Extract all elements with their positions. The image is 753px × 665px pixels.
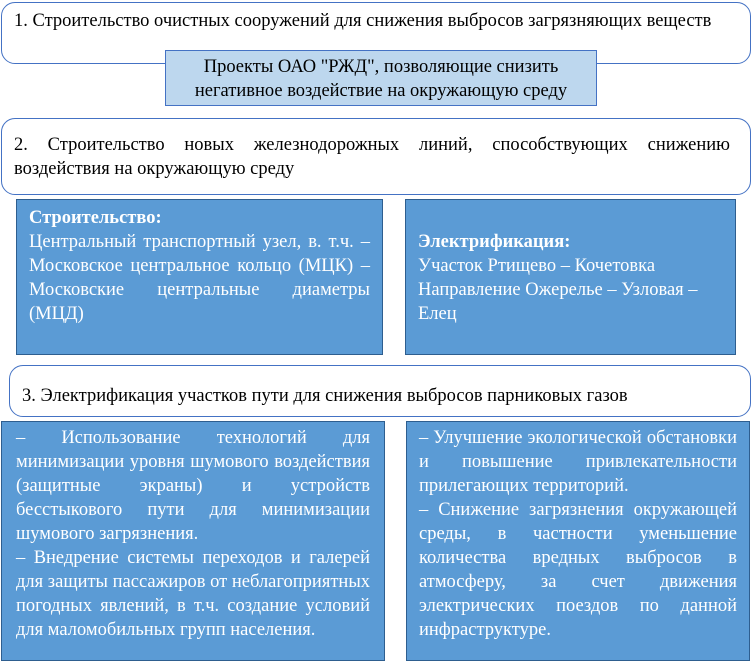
title-line-1: Проекты ОАО "РЖД", позволяющие снизить <box>203 57 559 77</box>
environment-para-1: – Улучшение экологической обстановки и повышение привлекательности прилегающих территорий. <box>419 428 737 496</box>
noise-reduction-para-1: – Использование технологий для минимизации уровня шумового воздействия (защитные экраны) и устройств бесстыкового пути для минимизации шумового загрязнения. <box>16 428 370 544</box>
environment-box <box>406 421 750 661</box>
construction-body: Центральный транспортный узел, в. т.ч. – Московское центральное кольцо (МЦК) – Московские центральные диаметры (МЦД) <box>29 232 370 324</box>
environment-para-2: – Снижение загрязнения окружающей среды, в частности уменьшение количества вредных выбросов в атмосферу, за счет движения электрических поездов по данной инфраструктуре. <box>419 500 737 640</box>
construction-box <box>16 199 383 355</box>
noise-reduction-para-2: – Внедрение системы переходов и галерей для защиты пассажиров от неблагоприятных погодных явлений, в т.ч. создание условий для маломобильных групп населения. <box>16 548 370 640</box>
section-1-text: 1. Строительство очистных сооружений для снижения выбросов загрязняющих веществ <box>14 11 712 31</box>
title-line-2: негативное воздействие на окружающую среду <box>194 81 568 101</box>
construction-heading: Строительство: <box>29 208 162 228</box>
section-3-text: 3. Электрификация участков пути для снижения выбросов парниковых газов <box>22 386 628 406</box>
diagram-title <box>165 50 597 106</box>
electrification-line-2: Направление Ожерелье – Узловая – Елец <box>418 280 698 324</box>
electrification-line-1: Участок Ртищево – Кочетовка <box>418 256 656 276</box>
noise-reduction-box <box>1 421 385 661</box>
electrification-box <box>405 199 736 355</box>
section-2-text: 2. Строительство новых железнодорожных линий, способствующих снижению воздействия на окружающую среду <box>14 135 730 179</box>
electrification-heading: Электрификация: <box>418 232 571 252</box>
